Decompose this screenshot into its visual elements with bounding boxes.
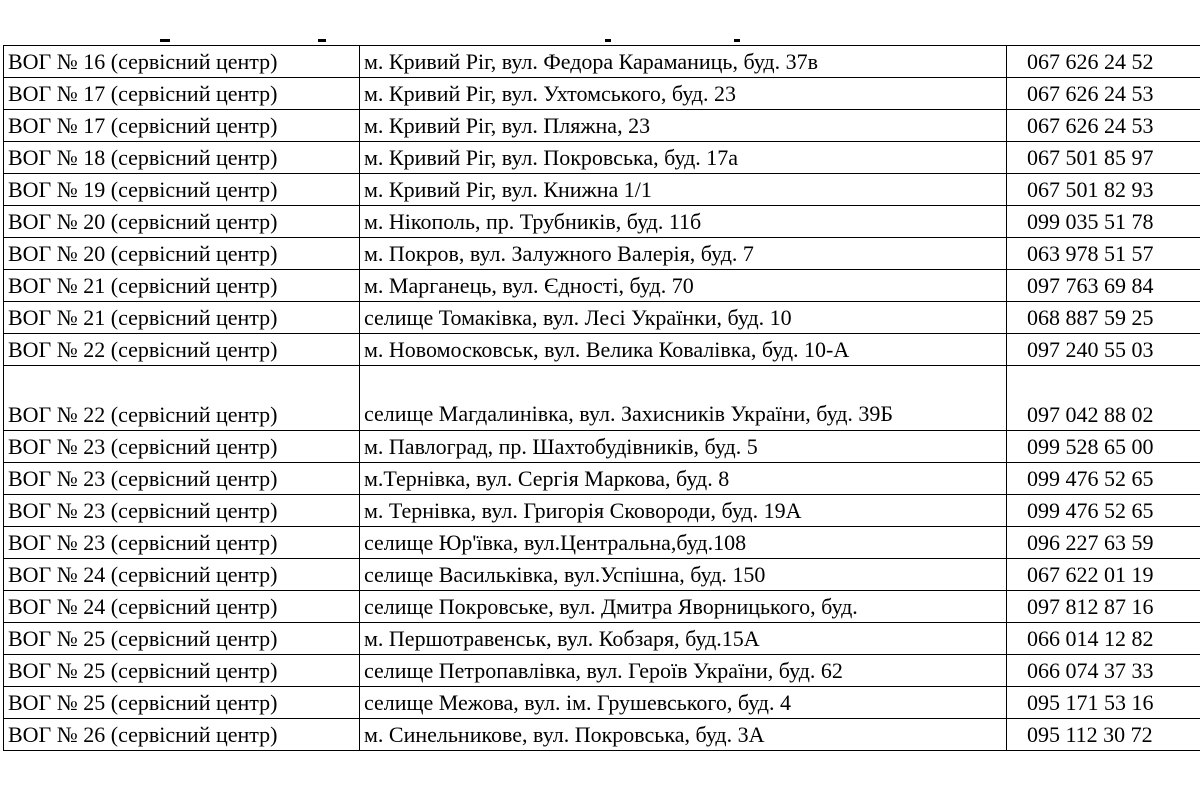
table-row (4, 687, 1200, 719)
table-row (4, 302, 1200, 334)
address-cell: м. Тернівка, вул. Григорія Сковороди, буд. 19А (360, 495, 1007, 527)
org-cell: ВОГ № 24 (сервісний центр) (4, 559, 360, 591)
table-row (4, 110, 1200, 142)
address-cell: м.Тернівка, вул. Сергія Маркова, буд. 8 (360, 463, 1007, 495)
address-cell: селище Васильківка, вул.Успішна, буд. 150 (360, 559, 1007, 591)
table-row (4, 206, 1200, 238)
table-row (4, 591, 1200, 623)
table-row (4, 559, 1200, 591)
phone-cell: 066 074 37 33 (1007, 655, 1200, 687)
org-cell: ВОГ № 25 (сервісний центр) (4, 623, 360, 655)
phone-cell: 097 042 88 02 (1007, 366, 1200, 431)
address-cell: м. Кривий Ріг, вул. Ухтомського, буд. 23 (360, 78, 1007, 110)
org-cell: ВОГ № 17 (сервісний центр) (4, 110, 360, 142)
address-cell: м. Кривий Ріг, вул. Книжна 1/1 (360, 174, 1007, 206)
address-cell: м. Кривий Ріг, вул. Федора Караманиць, буд. 37в (360, 46, 1007, 78)
table-row (4, 334, 1200, 366)
org-cell: ВОГ № 24 (сервісний центр) (4, 591, 360, 623)
address-cell: селище Петропавлівка, вул. Героїв України, буд. 62 (360, 655, 1007, 687)
table-row (4, 46, 1200, 78)
phone-cell: 099 035 51 78 (1007, 206, 1200, 238)
phone-cell: 067 626 24 53 (1007, 110, 1200, 142)
phone-cell: 097 240 55 03 (1007, 334, 1200, 366)
org-cell: ВОГ № 22 (сервісний центр) (4, 334, 360, 366)
org-cell: ВОГ № 23 (сервісний центр) (4, 463, 360, 495)
phone-cell: 067 622 01 19 (1007, 559, 1200, 591)
phone-cell: 067 501 85 97 (1007, 142, 1200, 174)
table-row (4, 719, 1200, 751)
table-row (4, 655, 1200, 687)
org-cell: ВОГ № 18 (сервісний центр) (4, 142, 360, 174)
org-cell: ВОГ № 23 (сервісний центр) (4, 431, 360, 463)
phone-cell: 068 887 59 25 (1007, 302, 1200, 334)
org-cell: ВОГ № 21 (сервісний центр) (4, 270, 360, 302)
org-cell: ВОГ № 22 (сервісний центр) (4, 366, 360, 431)
address-cell: селище Томаківка, вул. Лесі Українки, буд. 10 (360, 302, 1007, 334)
table-row (4, 463, 1200, 495)
address-cell: селище Юр'ївка, вул.Центральна,буд.108 (360, 527, 1007, 559)
table-row (4, 527, 1200, 559)
org-cell: ВОГ № 23 (сервісний центр) (4, 495, 360, 527)
org-cell: ВОГ № 20 (сервісний центр) (4, 238, 360, 270)
org-cell: ВОГ № 25 (сервісний центр) (4, 655, 360, 687)
address-cell: м. Павлоград, пр. Шахтобудівників, буд. 5 (360, 431, 1007, 463)
org-cell: ВОГ № 16 (сервісний центр) (4, 46, 360, 78)
org-cell: ВОГ № 25 (сервісний центр) (4, 687, 360, 719)
address-cell: м. Першотравенськ, вул. Кобзаря, буд.15А (360, 623, 1007, 655)
phone-cell: 099 528 65 00 (1007, 431, 1200, 463)
org-cell: ВОГ № 19 (сервісний центр) (4, 174, 360, 206)
org-cell: ВОГ № 26 (сервісний центр) (4, 719, 360, 751)
phone-cell: 066 014 12 82 (1007, 623, 1200, 655)
address-cell: м. Синельникове, вул. Покровська, буд. 3А (360, 719, 1007, 751)
phone-cell: 097 812 87 16 (1007, 591, 1200, 623)
phone-cell: 099 476 52 65 (1007, 463, 1200, 495)
table-row (4, 623, 1200, 655)
phone-cell: 067 626 24 52 (1007, 46, 1200, 78)
service-centers-table (3, 45, 1200, 751)
phone-cell: 063 978 51 57 (1007, 238, 1200, 270)
table-row (4, 270, 1200, 302)
address-cell: селище Магдалинівка, вул. Захисників України, буд. 39Б (360, 366, 1007, 431)
address-cell: м. Кривий Ріг, вул. Пляжна, 23 (360, 110, 1007, 142)
phone-cell: 096 227 63 59 (1007, 527, 1200, 559)
table-row (4, 238, 1200, 270)
table-row (4, 431, 1200, 463)
address-cell: м. Нікополь, пр. Трубників, буд. 11б (360, 206, 1007, 238)
table-body (4, 46, 1200, 751)
org-cell: ВОГ № 23 (сервісний центр) (4, 527, 360, 559)
phone-cell: 067 626 24 53 (1007, 78, 1200, 110)
table-row (4, 78, 1200, 110)
table-row (4, 366, 1200, 431)
table-row (4, 495, 1200, 527)
address-cell: м. Новомосковськ, вул. Велика Ковалівка, буд. 10-А (360, 334, 1007, 366)
org-cell: ВОГ № 21 (сервісний центр) (4, 302, 360, 334)
address-cell: м. Покров, вул. Залужного Валерія, буд. 7 (360, 238, 1007, 270)
address-cell: селище Межова, вул. ім. Грушевського, буд. 4 (360, 687, 1007, 719)
phone-cell: 095 112 30 72 (1007, 719, 1200, 751)
address-cell: м. Кривий Ріг, вул. Покровська, буд. 17а (360, 142, 1007, 174)
org-cell: ВОГ № 20 (сервісний центр) (4, 206, 360, 238)
phone-cell: 095 171 53 16 (1007, 687, 1200, 719)
org-cell: ВОГ № 17 (сервісний центр) (4, 78, 360, 110)
phone-cell: 067 501 82 93 (1007, 174, 1200, 206)
address-cell: м. Марганець, вул. Єдності, буд. 70 (360, 270, 1007, 302)
table-row (4, 174, 1200, 206)
phone-cell: 097 763 69 84 (1007, 270, 1200, 302)
phone-cell: 099 476 52 65 (1007, 495, 1200, 527)
address-cell: селище Покровське, вул. Дмитра Яворницького, буд. (360, 591, 1007, 623)
table-row (4, 142, 1200, 174)
